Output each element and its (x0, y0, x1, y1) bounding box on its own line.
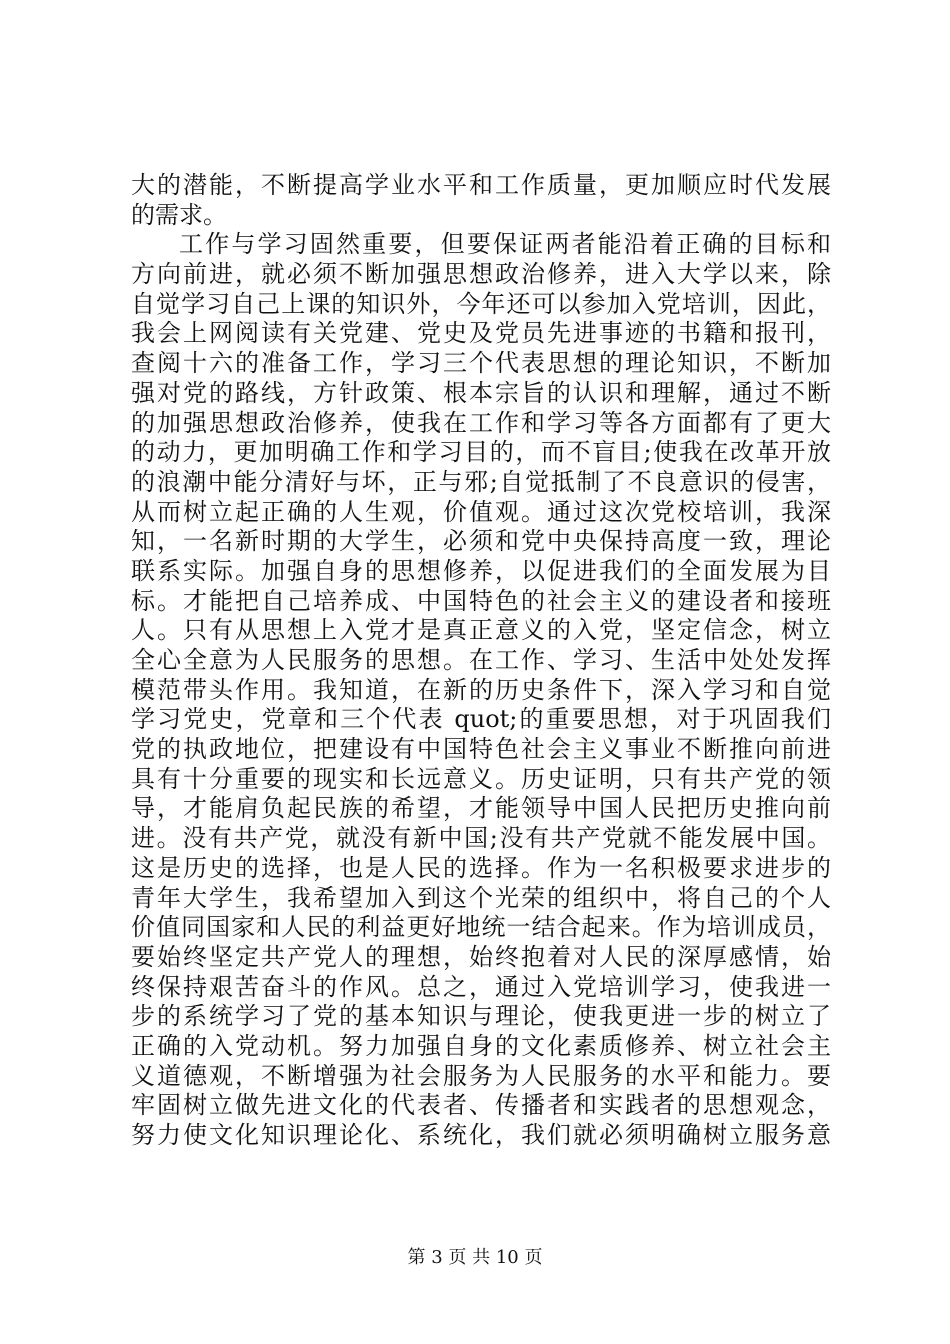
text-line: 从而树立起正确的人生观，价值观。通过这次党校培训，我深 (131, 497, 831, 526)
text-line: 的浪潮中能分清好与坏，正与邪;自觉抵制了不良意识的侵害， (131, 467, 831, 496)
text-line: 工作与学习固然重要，但要保证两者能沿着正确的目标和 (179, 230, 831, 259)
text-line: 人。只有从思想上入党才是真正意义的入党，坚定信念，树立 (131, 616, 831, 645)
text-line: 全心全意为人民服务的思想。在工作、学习、生活中处处发挥 (131, 646, 831, 674)
text-line: 要始终坚定共产党人的理想，始终抱着对人民的深厚感情，始 (131, 942, 831, 971)
text-line: 党的执政地位，把建设有中国特色社会主义事业不断推向前进 (131, 735, 831, 764)
text-line: 知，一名新时期的大学生，必须和党中央保持高度一致，理论 (131, 527, 831, 556)
text-line: 自觉学习自己上课的知识外，今年还可以参加入党培训，因此， (131, 289, 831, 318)
text-line: 标。才能把自己培养成、中国特色的社会主义的建设者和接班 (131, 586, 831, 615)
text-line: 价值同国家和人民的利益更好地统一结合起来。作为培训成员， (131, 913, 831, 942)
text-line: 学习党史，党章和三个代表 quot;的重要思想，对于巩固我们 (131, 705, 831, 734)
text-line: 努力使文化知识理论化、系统化，我们就必须明确树立服务意 (131, 1121, 831, 1149)
text-line: 联系实际。加强自身的思想修养，以促进我们的全面发展为目 (131, 556, 831, 585)
text-line: 具有十分重要的现实和长远意义。历史证明，只有共产党的领 (131, 764, 831, 793)
text-line: 方向前进，就必须不断加强思想政治修养，进入大学以来，除 (131, 260, 831, 289)
page-footer: 第 3 页 共 10 页 (407, 1247, 543, 1268)
text-line: 的动力，更加明确工作和学习目的，而不盲目;使我在改革开放 (131, 438, 831, 467)
text-line: 义道德观，不断增强为社会服务为人民服务的水平和能力。要 (131, 1061, 831, 1090)
text-line: 终保持艰苦奋斗的作风。总之，通过入党培训学习，使我进一 (131, 972, 831, 1001)
text-line: 模范带头作用。我知道，在新的历史条件下，深入学习和自觉 (131, 675, 831, 704)
text-line: 青年大学生，我希望加入到这个光荣的组织中，将自己的个人 (131, 883, 831, 912)
text-line: 步的系统学习了党的基本知识与理论，使我更进一步的树立了 (131, 1002, 831, 1031)
text-line: 的加强思想政治修养，使我在工作和学习等各方面都有了更大 (131, 408, 831, 437)
text-line: 大的潜能，不断提高学业水平和工作质量，更加顺应时代发展 (131, 171, 831, 199)
text-line: 我会上网阅读有关党建、党史及党员先进事迹的书籍和报刊， (131, 319, 831, 348)
text-line: 正确的入党动机。努力加强自身的文化素质修养、树立社会主 (131, 1031, 831, 1060)
document-body (131, 171, 831, 1151)
text-line: 这是历史的选择，也是人民的选择。作为一名积极要求进步的 (131, 853, 831, 882)
text-line: 牢固树立做先进文化的代表者、传播者和实践者的思想观念， (131, 1091, 831, 1120)
text-line: 查阅十六的准备工作，学习三个代表思想的理论知识，不断加 (131, 349, 831, 378)
text-line: 强对党的路线，方针政策、根本宗旨的认识和理解，通过不断 (131, 378, 831, 407)
text-line: 导，才能肩负起民族的希望，才能领导中国人民把历史推向前 (131, 794, 831, 823)
text-line: 进。没有共产党，就没有新中国;没有共产党就不能发展中国。 (131, 824, 831, 853)
text-line: 的需求。 (131, 200, 227, 229)
